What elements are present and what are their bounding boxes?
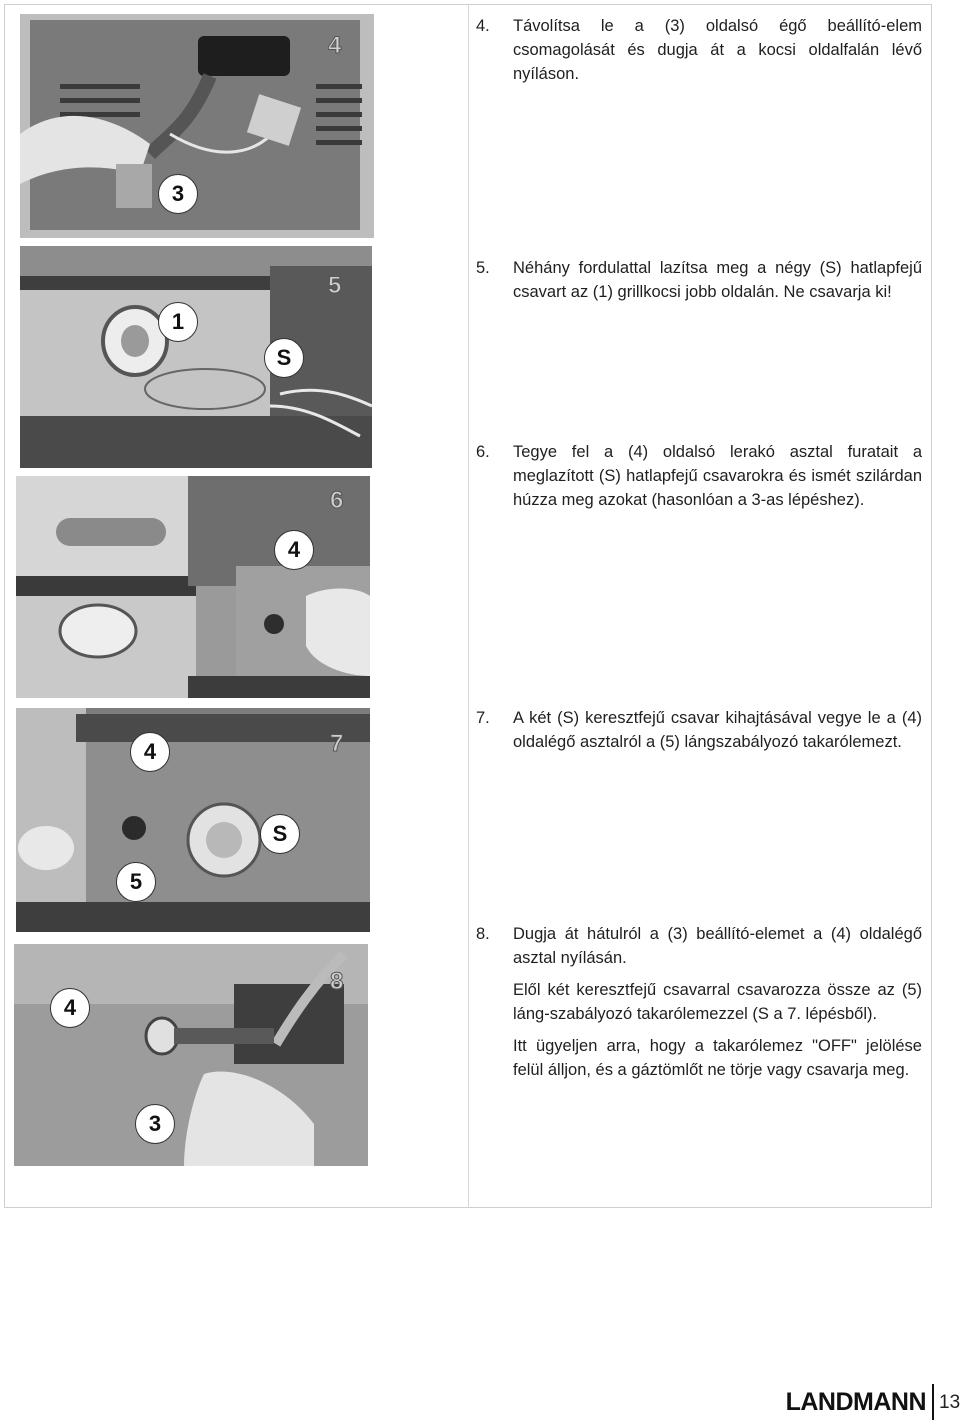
step-paragraph: Tegye fel a (4) oldalsó lerakó asztal furatait a meglazított (S) hatlapfejű csavarokra és ismét szilárdan húzza meg azokat (hasonlóan a 3-as lépéshez). <box>513 443 922 509</box>
footer-separator <box>932 1384 934 1420</box>
callout-marker: 1 <box>158 302 198 342</box>
photo-step-8 <box>14 944 368 1166</box>
callout-marker: S <box>264 338 304 378</box>
step-number: 7. <box>476 709 490 727</box>
step-paragraph: Elől két keresztfejű csavarral csavarozza össze az (5) láng-szabályozó takarólemezzel (S a 7. lépésből). <box>513 981 922 1023</box>
callout-marker: 4 <box>274 530 314 570</box>
step-6-text <box>476 440 922 520</box>
photo-step-6 <box>16 476 370 698</box>
step-paragraph: Néhány fordulattal lazítsa meg a négy (S) hatlapfejű csavart az (1) grillkocsi jobb oldalán. Ne csavarja ki! <box>513 259 922 301</box>
step-number: 8. <box>476 925 490 943</box>
photo-step-label: 4 <box>328 32 342 59</box>
step-paragraph: A két (S) keresztfejű csavar kihajtásával vegye le a (4) oldalégő asztalról a (5) lángszabályozó takarólemezt. <box>513 709 922 751</box>
step-paragraph: Dugja át hátulról a (3) beállító-elemet a (4) oldalégő asztal nyílásán. <box>513 925 922 967</box>
callout-marker: 4 <box>50 988 90 1028</box>
photo-step-label: 7 <box>330 730 344 757</box>
step-paragraph: Itt ügyeljen arra, hogy a takarólemez "OFF" jelölése felül álljon, és a gáztömlőt ne törje vagy csavarja meg. <box>513 1037 922 1079</box>
photo-step-7 <box>16 708 370 932</box>
step-5-text <box>476 256 922 312</box>
photo-step-4 <box>20 14 374 238</box>
callout-marker: 3 <box>135 1104 175 1144</box>
step-7-text <box>476 706 922 762</box>
step-number: 5. <box>476 259 490 277</box>
step-paragraph: Távolítsa le a (3) oldalsó égő beállító-elem csomagolását és dugja át a kocsi oldalfalán lévő nyíláson. <box>513 17 922 83</box>
photo-step-5 <box>20 246 372 468</box>
step-number: 4. <box>476 17 490 35</box>
step-number: 6. <box>476 443 490 461</box>
step-4-text <box>476 14 922 94</box>
callout-marker: S <box>260 814 300 854</box>
photo-step-label: 5 <box>328 272 342 299</box>
callout-marker: 3 <box>158 174 198 214</box>
column-divider <box>468 4 469 1208</box>
step-8-text <box>476 922 922 1090</box>
brand-logo: LANDMANN <box>785 1388 926 1416</box>
page-number: 13 <box>939 1392 960 1413</box>
photo-step-label: 6 <box>330 487 344 514</box>
photo-step-label: 8 <box>330 968 344 995</box>
callout-marker: 5 <box>116 862 156 902</box>
callout-marker: 4 <box>130 732 170 772</box>
